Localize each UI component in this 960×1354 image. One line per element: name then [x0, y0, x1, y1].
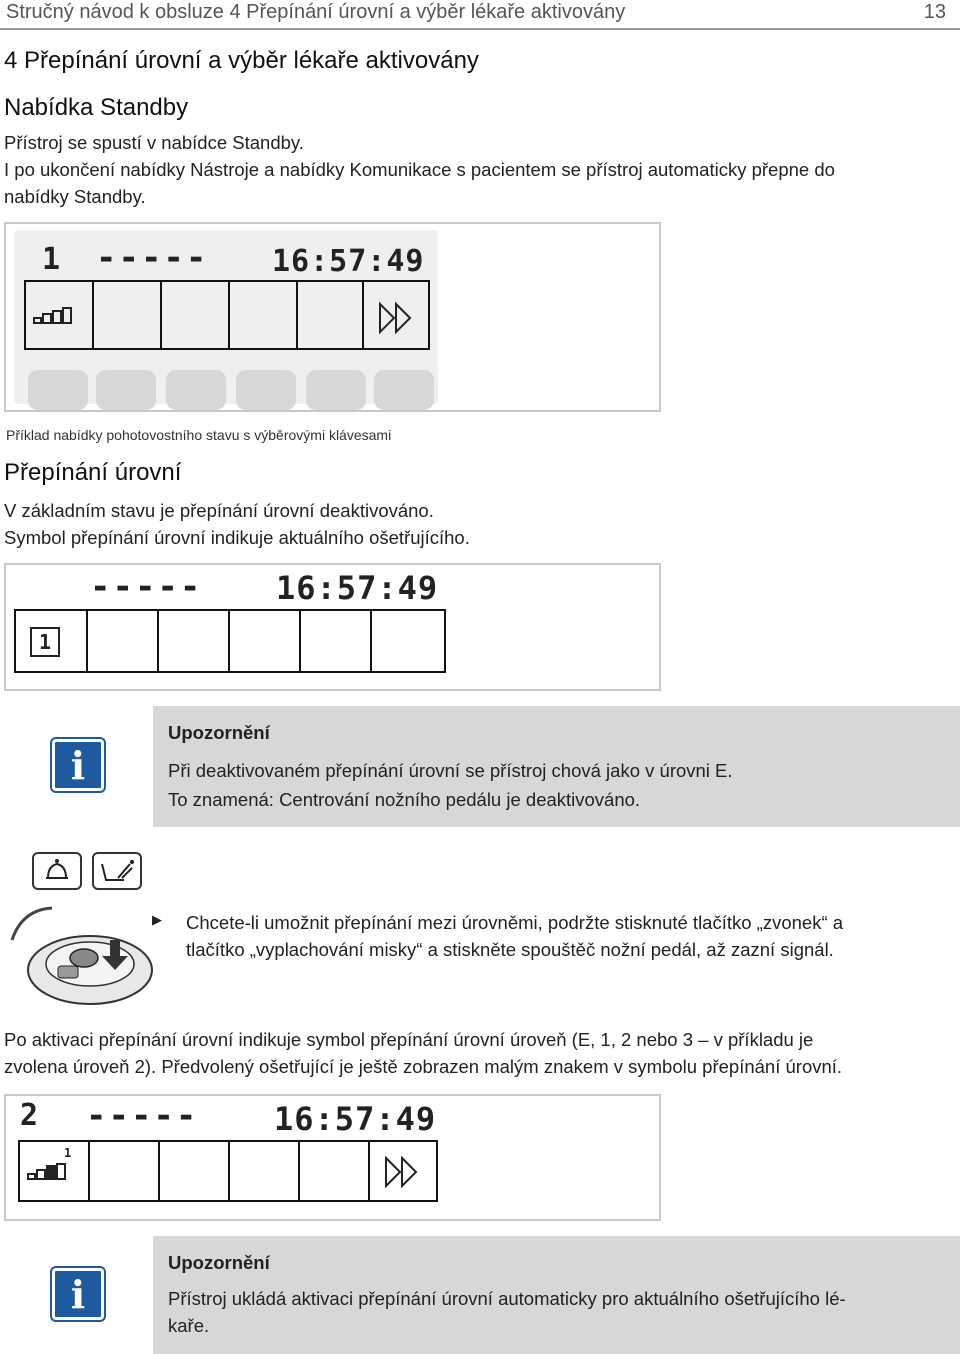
note-text-2: kaře.	[168, 1315, 210, 1336]
bell-icon	[32, 852, 82, 890]
standby-heading: Nabídka Standby	[4, 94, 189, 121]
cell-empty	[228, 609, 301, 673]
display-time: 16:57:49	[272, 244, 425, 279]
note-text-2: To znamená: Centrování nožního pedálu je deaktivováno.	[168, 789, 641, 810]
display-time: 16:57:49	[274, 1100, 437, 1138]
level-box	[30, 627, 60, 657]
bell-glyph	[34, 854, 80, 888]
cell-empty	[86, 609, 159, 673]
header-divider	[0, 28, 960, 30]
foot-pedal-image	[2, 900, 154, 1010]
note-title: Upozornění	[168, 1252, 270, 1273]
softkey-3	[166, 370, 226, 410]
foot-pedal-drawing	[2, 900, 154, 1010]
cell-empty	[92, 280, 162, 350]
softkey-1	[28, 370, 88, 410]
cell-level-switch	[24, 280, 94, 350]
cell-level-switch	[14, 609, 88, 673]
display-time: 16:57:49	[276, 569, 439, 607]
softkey-2	[96, 370, 156, 410]
small-level-number: 1	[64, 1146, 72, 1160]
after-text-2: zvolena úroveň 2). Předvolený ošetřující je ještě zobrazen malým znakem v symbolu přepínání úrovní.	[4, 1056, 843, 1077]
level-switch-text-1: V základním stavu je přepínání úrovní deaktivováno.	[4, 500, 434, 521]
level-number: 1	[38, 630, 52, 654]
double-arrow-right-icon	[370, 1142, 436, 1200]
display-dashes: -----	[86, 1096, 199, 1136]
note-text-1: Přístroj ukládá aktivaci přepínání úrovní automaticky pro aktuálního ošetřujícího lé-	[168, 1288, 846, 1309]
info-icon: i	[52, 1268, 104, 1320]
level-switch-text-2: Symbol přepínání úrovní indikuje aktuálního ošetřujícího.	[4, 527, 470, 548]
triangle-bullet-icon: ▶	[152, 912, 162, 927]
cell-empty	[228, 280, 298, 350]
level-bars-icon	[20, 1142, 88, 1200]
note-text-1: Při deaktivovaném přepínání úrovní se přístroj chová jako v úrovni E.	[168, 760, 733, 781]
standby-text-2: I po ukončení nabídky Nástroje a nabídky Komunikace s pacientem se přístroj automaticky přepne do	[4, 159, 835, 180]
softkey-5	[306, 370, 366, 410]
level-number: 1	[42, 242, 61, 277]
info-icon: i	[52, 739, 104, 791]
cell-empty	[296, 280, 364, 350]
cell-forward	[368, 1140, 438, 1202]
standby-display-figure	[4, 222, 661, 412]
instruction-text-2: tlačítko „vyplachování misky“ a stiskněte spouštěč nožní pedál, až zazní signál.	[186, 939, 834, 960]
level-active-figure	[4, 1094, 661, 1221]
double-arrow-right-icon	[364, 282, 428, 348]
cell-forward	[362, 280, 430, 350]
standby-text-1: Přístroj se spustí v nabídce Standby.	[4, 132, 304, 153]
cell-empty	[298, 1140, 370, 1202]
level-bars-icon	[26, 282, 92, 348]
section-title: 4 Přepínání úrovní a výběr lékaře aktivovány	[4, 47, 479, 74]
bowl-rinse-glyph	[94, 854, 140, 888]
softkey-6	[374, 370, 434, 410]
cell-empty	[370, 609, 446, 673]
figure-caption: Příklad nabídky pohotovostního stavu s výběrovými klávesami	[6, 427, 392, 443]
after-text-1: Po aktivaci přepínání úrovní indikuje symbol přepínání úrovní úroveň (E, 1, 2 nebo 3 – v příkladu je	[4, 1029, 814, 1050]
note-box	[153, 706, 960, 827]
display-dashes: -----	[96, 238, 209, 278]
cell-empty	[299, 609, 372, 673]
cell-row	[14, 609, 446, 673]
standby-text-3: nabídky Standby.	[4, 186, 146, 207]
bowl-rinse-icon	[92, 852, 142, 890]
note-title: Upozornění	[168, 722, 270, 743]
page-number: 13	[923, 1, 946, 23]
softkey-4	[236, 370, 296, 410]
note-box	[153, 1236, 960, 1354]
cell-empty	[88, 1140, 160, 1202]
running-header-title: Stručný návod k obsluze 4 Přepínání úrovní a výběr lékaře aktivovány	[6, 1, 626, 23]
cell-empty	[228, 1140, 300, 1202]
level-display-figure	[4, 563, 661, 691]
cell-row	[18, 1140, 438, 1202]
display-dashes: -----	[90, 567, 203, 607]
cell-empty	[158, 1140, 230, 1202]
cell-level-switch	[18, 1140, 90, 1202]
level-number: 2	[20, 1098, 39, 1133]
cell-empty	[160, 280, 230, 350]
softkey-cell-row	[24, 280, 430, 350]
instruction-text-1: Chcete-li umožnit přepínání mezi úrovněmi, podržte stisknuté tlačítko „zvonek“ a	[186, 912, 844, 933]
cell-empty	[157, 609, 230, 673]
level-switch-heading: Přepínání úrovní	[4, 459, 182, 486]
